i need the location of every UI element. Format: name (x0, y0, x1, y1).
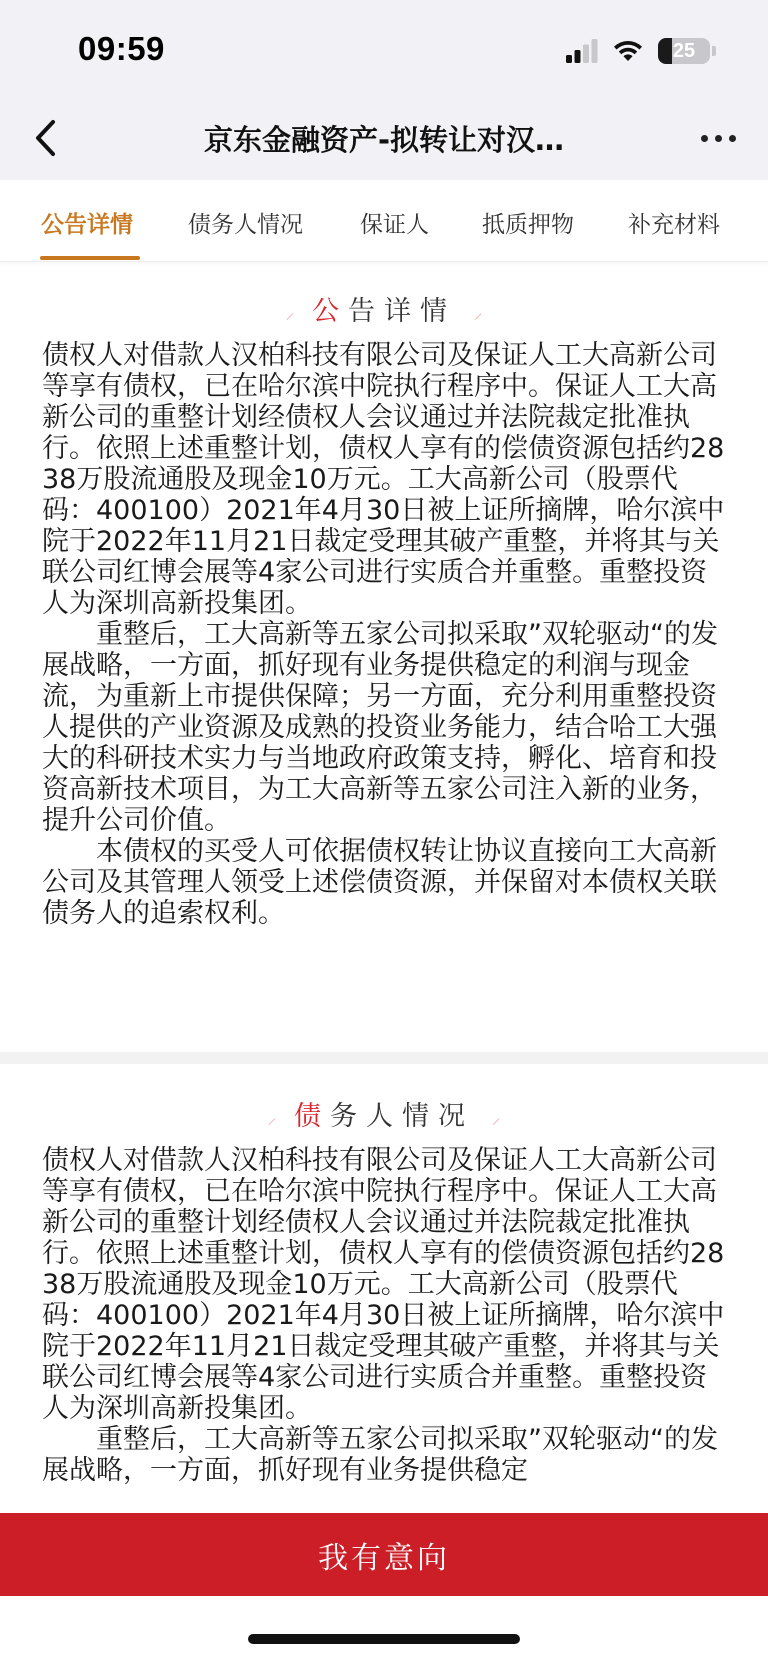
signal-icon (566, 39, 598, 63)
tab-active-indicator (40, 256, 140, 260)
title-deco-icon: ⸝ (285, 302, 295, 324)
title-deco-icon: ⸝ (473, 302, 483, 324)
page-title: 京东金融资产-拟转让对汉… (203, 123, 565, 157)
status-bar (0, 0, 768, 96)
battery-icon (658, 38, 710, 64)
section-title-announcement (0, 289, 768, 328)
section-title-rest: 务人情况 (330, 1101, 474, 1132)
tab-bar (0, 180, 768, 262)
more-dot-icon (729, 135, 736, 142)
section-title-debtor (0, 1094, 768, 1133)
more-dot-icon (715, 135, 722, 142)
section-divider (0, 1052, 768, 1064)
nav-bar (0, 96, 768, 180)
debtor-body: 债权人对借款人汉柏科技有限公司及保证人工大高新公司等享有债权，已在哈尔滨中院执行程序中。保证人工大高新公司的重整计划经债权人会议通过并法院裁定批准执行。依照上述重整计划，债权人享有的偿债资源包括约2838万股流通股及现金10万元。工大高新公司（股票代码：400100）2021年4月30日被上证所摘牌，哈尔滨中院于2022年11月21日裁定受理其破产重整，并将其与关联公司红博会展等4家公司进行实质合并重整。重整投资人为深圳高新投集团。 重整后，工大高新等五家公司拟采取”双轮驱动“的发展战略，一方面，抓好现有业务提供稳定 (42, 1145, 725, 1486)
more-options-button[interactable] (688, 114, 748, 162)
status-time: 09:59 (78, 30, 165, 67)
more-dot-icon (701, 135, 708, 142)
tab-guarantor[interactable]: 保证人 (360, 212, 429, 238)
announcement-body: 债权人对借款人汉柏科技有限公司及保证人工大高新公司等享有债权，已在哈尔滨中院执行程序中。保证人工大高新公司的重整计划经债权人会议通过并法院裁定批准执行。依照上述重整计划，债权人享有的偿债资源包括约2838万股流通股及现金10万元。工大高新公司（股票代码：400100）2021年4月30日被上证所摘牌，哈尔滨中院于2022年11月21日裁定受理其破产重整，并将其与关联公司红博会展等4家公司进行实质合并重整。重整投资人为深圳高新投集团。 重整后，工大高新等五家公司拟采取”双轮驱动“的发展战略，一方面，抓好现有业务提供稳定的利润与现金流，为重新上市提供保障；另一方面，充分利用重整投资人提供的产业资源及成熟的投资业务能力，结合哈工大强大的科研技术实力与当地政府政策支持，孵化、培育和投资高新技术项目，为工大高新等五家公司注入新的业务，提升公司价值。 本债权的买受人可依据债权转让协议直接向工大高新公司及其管理人领受上述偿债资源，并保留对本债权关联债务人的追索权利。 (42, 340, 725, 929)
chevron-left-icon (33, 118, 59, 158)
title-deco-icon: ⸝ (267, 1107, 277, 1129)
title-deco-icon: ⸝ (491, 1107, 501, 1129)
battery-level: 25 (672, 39, 696, 62)
tab-supplementary-materials[interactable]: 补充材料 (628, 212, 720, 238)
status-icons (566, 36, 716, 66)
section-title-rest: 告详情 (348, 296, 456, 327)
section-title-first-char: 公 (312, 296, 348, 327)
express-interest-button[interactable]: 我有意向 (0, 1513, 768, 1596)
wifi-icon (612, 39, 644, 63)
section-title-first-char: 债 (294, 1101, 330, 1132)
tab-collateral[interactable]: 抵质押物 (482, 212, 574, 238)
tab-debtor-info[interactable]: 债务人情况 (188, 212, 303, 238)
tab-announcement-details[interactable]: 公告详情 (41, 212, 133, 238)
battery-cap (712, 46, 716, 56)
home-indicator (248, 1634, 520, 1644)
back-button[interactable] (22, 114, 70, 162)
